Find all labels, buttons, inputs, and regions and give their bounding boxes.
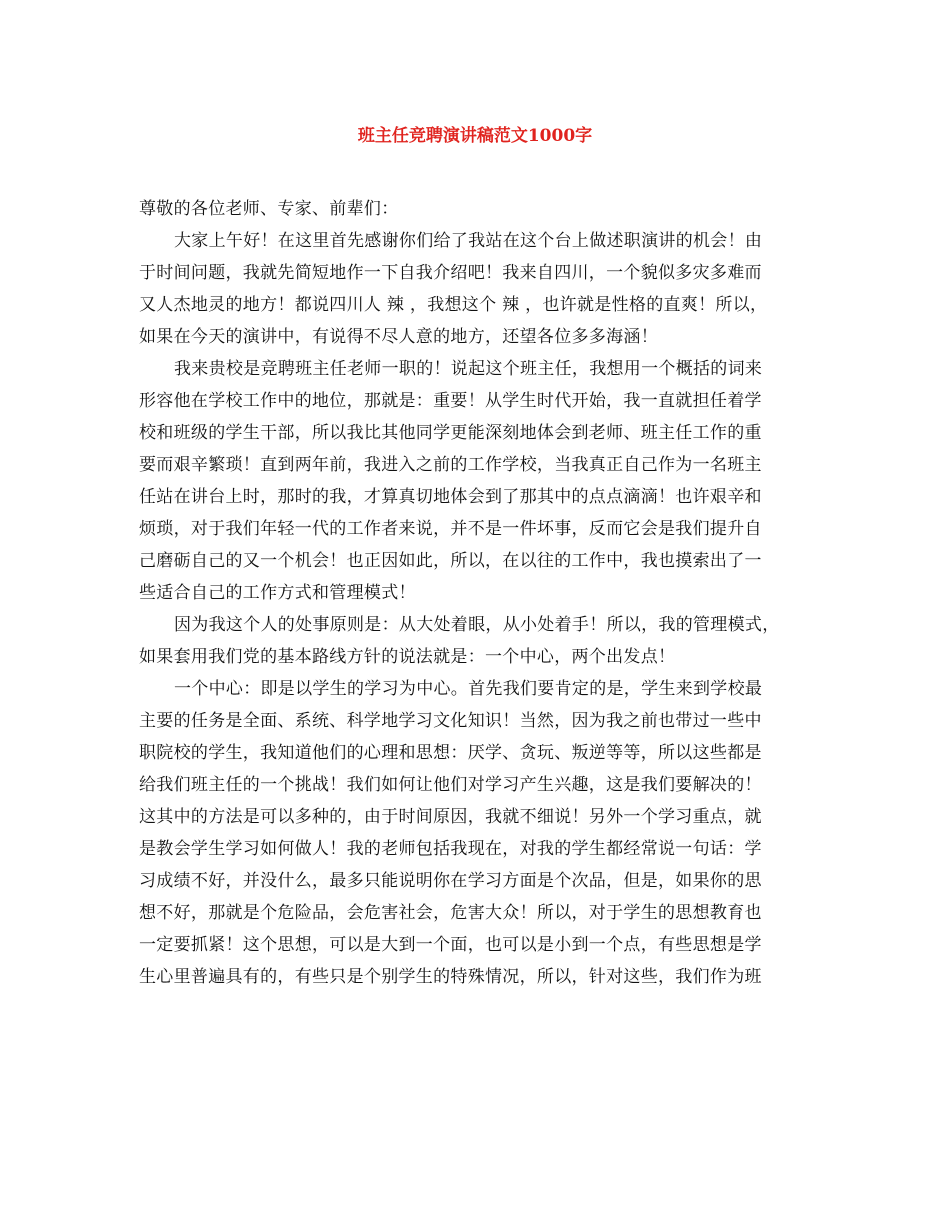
document-title: 班主任竞聘演讲稿范文1000字	[357, 126, 593, 146]
text-line: 主要的任务是全面、系统、科学地学习文化知识！当然，因为我之前也带过一些中	[139, 711, 762, 731]
text-line: 习成绩不好，并没什么，最多只能说明你在学习方面是个次品，但是，如果你的思	[139, 871, 762, 891]
text-line: 些适合自己的工作方式和管理模式！	[139, 583, 416, 603]
text-line: 如果套用我们党的基本路线方针的说法就是：一个中心，两个出发点！	[139, 647, 676, 667]
text-line: 于时间问题，我就先简短地作一下自我介绍吧！我来自四川，一个貌似多灾多难而	[139, 263, 762, 283]
text-line: 一个中心：即是以学生的学习为中心。首先我们要肯定的是，学生来到学校最	[174, 679, 763, 699]
text-line: 任站在讲台上时，那时的我，才算真切地体会到了那其中的点点滴滴！也许艰辛和	[139, 487, 762, 507]
text-line: 职院校的学生，我知道他们的心理和思想：厌学、贪玩、叛逆等等，所以这些都是	[139, 743, 762, 763]
text-line: 一定要抓紧！这个思想，可以是大到一个面，也可以是小到一个点，有些思想是学	[139, 935, 762, 955]
document-body	[139, 193, 825, 993]
text-line: 如果在今天的演讲中，有说得不尽人意的地方，还望各位多多海涵！	[139, 327, 658, 347]
text-line: 是教会学生学习如何做人！我的老师包括我现在，对我的学生都经常说一句话：学	[139, 839, 762, 859]
text-line: 给我们班主任的一个挑战！我们如何让他们对学习产生兴趣，这是我们要解决的！	[139, 775, 762, 795]
text-line: 烦琐，对于我们年轻一代的工作者来说，并不是一件坏事，反而它会是我们提升自	[139, 519, 762, 539]
text-line: 这其中的方法是可以多种的，由于时间原因，我就不细说！另外一个学习重点，就	[139, 807, 762, 827]
text-line: 校和班级的学生干部，所以我比其他同学更能深刻地体会到老师、班主任工作的重	[139, 423, 762, 443]
text-line: 尊敬的各位老师、专家、前辈们：	[139, 199, 399, 219]
text-line: 己磨砺自己的又一个机会！也正因如此，所以，在以往的工作中，我也摸索出了一	[139, 551, 762, 571]
text-line: 要而艰辛繁琐！直到两年前，我进入之前的工作学校，当我真正自己作为一名班主	[139, 455, 762, 475]
text-line: 想不好，那就是个危险品，会危害社会，危害大众！所以，对于学生的思想教育也	[139, 903, 762, 923]
text-line: 又人杰地灵的地方！都说四川人 辣 ，我想这个 辣 ，也许就是性格的直爽！所以，	[139, 295, 768, 315]
text-line: 我来贵校是竞聘班主任老师一职的！说起这个班主任，我想用一个概括的词来	[174, 359, 763, 379]
text-line: 生心里普遍具有的，有些只是个别学生的特殊情况，所以，针对这些，我们作为班	[139, 967, 762, 987]
text-line: 因为我这个人的处事原则是：从大处着眼，从小处着手！所以，我的管理模式，	[174, 615, 780, 635]
text-line: 大家上午好！在这里首先感谢你们给了我站在这个台上做述职演讲的机会！由	[174, 231, 763, 251]
text-line: 形容他在学校工作中的地位，那就是：重要！从学生时代开始，我一直就担任着学	[139, 391, 762, 411]
